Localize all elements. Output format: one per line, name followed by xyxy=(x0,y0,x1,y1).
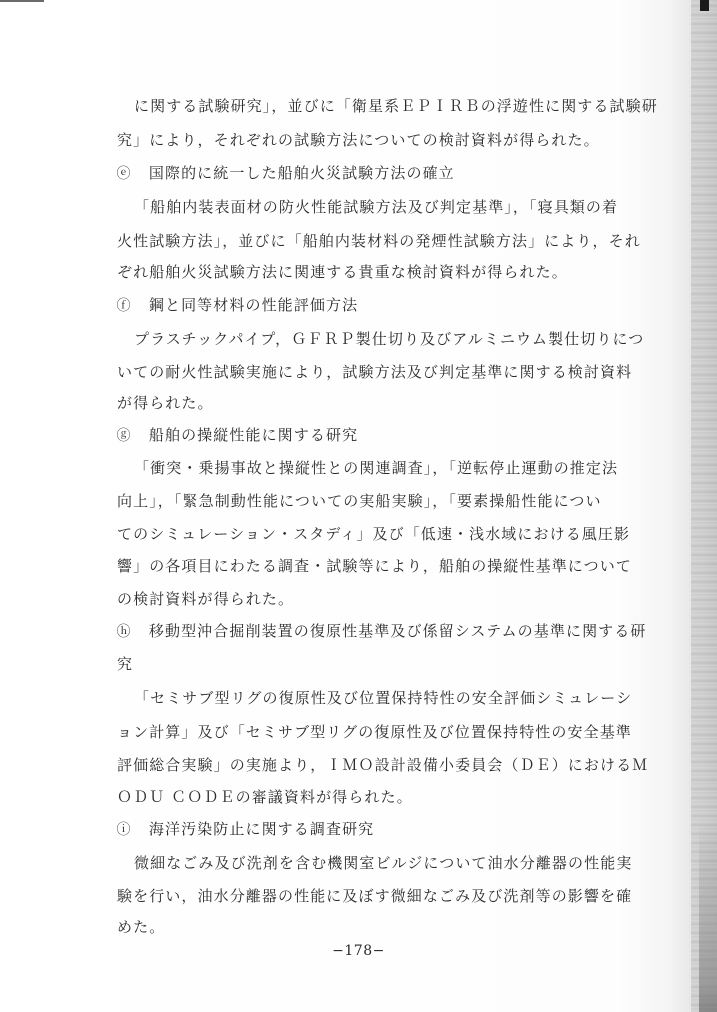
section-heading-text: 国際的に統一した船舶火災試験方法の確立 xyxy=(148,164,455,182)
section-heading-text: 移動型沖合掘削装置の復原性基準及び係留システムの基準に関する研 xyxy=(148,622,647,640)
body-line: めた。 xyxy=(117,918,166,936)
section-heading-i xyxy=(115,820,374,839)
section-heading-text: 船舶の操縦性能に関する研究 xyxy=(148,426,359,444)
body-line: 究」により，それぞれの試験方法についての検討資料が得られた。 xyxy=(117,131,600,149)
body-line: 火性試験方法」，並びに「船舶内装材料の発煙性試験方法」により，それ xyxy=(117,232,641,250)
section-heading-text: 海洋汚染防止に関する調査研究 xyxy=(148,820,375,838)
body-line: ぞれ船舶火災試験方法に関連する貴重な検討資料が得られた。 xyxy=(117,263,568,281)
body-line: いての耐火性試験実施により，試験方法及び判定基準に関する検討資料 xyxy=(117,363,633,381)
body-line: 微細なごみ及び洗剤を含む機関室ビルジについて油水分離器の性能実 xyxy=(134,854,633,872)
section-heading-text: 鋼と同等材料の性能評価方法 xyxy=(148,296,359,314)
body-line: 験を行い，油水分離器の性能に及ぼす微細なごみ及び洗剤等の影響を確 xyxy=(117,887,633,905)
body-line: 向上」，「緊急制動性能についての実船実験」，「要素操船性能につい xyxy=(117,492,602,510)
circled-letter-i: ⓘ xyxy=(116,822,132,838)
body-line: てのシミュレーション・スタディ」及び「低速・浅水域における風圧影 xyxy=(117,525,631,543)
section-heading-g xyxy=(115,426,358,445)
body-line: ＯＤＵ ＣＯＤＥの審議資料が得られた。 xyxy=(117,788,413,806)
circled-letter-e: ⓔ xyxy=(116,166,132,182)
body-line: に関する試験研究」，並びに「衛星系ＥＰＩＲＢの浮遊性に関する試験研 xyxy=(134,97,658,115)
corner-mark xyxy=(700,0,709,11)
binding-shadow-dark xyxy=(699,820,717,1012)
circled-letter-g: ⓖ xyxy=(116,428,132,444)
section-heading-e xyxy=(115,164,455,183)
body-line: の検討資料が得られた。 xyxy=(117,590,295,608)
top-left-rule xyxy=(0,0,44,2)
body-line: 響」の各項目にわたる調査・試験等により，船舶の操縦性基準について xyxy=(117,557,632,575)
section-heading-f xyxy=(115,296,358,315)
body-line: 究 xyxy=(117,655,134,673)
body-line: 「衝突・乗揚事故と操縦性との関連調査」，「逆転停止運動の推定法 xyxy=(134,459,619,477)
circled-letter-f: ⓕ xyxy=(116,298,132,314)
section-heading-h xyxy=(115,622,646,641)
body-line: 「船舶内装表面材の防火性能試験方法及び判定基準」，「寝具類の着 xyxy=(134,198,619,216)
body-line: が得られた。 xyxy=(117,394,214,412)
body-line: プラスチックパイプ，ＧＦＲＰ製仕切り及びアルミニウム製仕切りにつ xyxy=(134,330,645,348)
body-line: 「セミサブ型リグの復原性及び位置保持特性の安全評価シミュレーシ xyxy=(134,689,633,707)
page-number: −178− xyxy=(332,943,385,959)
body-line: 評価総合実験」の実施より，ＩＭＯ設計設備小委員会（ＤＥ）におけるＭ xyxy=(117,756,649,774)
body-line: ョン計算」及び「セミサブ型リグの復原性及び位置保持特性の安全基準 xyxy=(117,723,632,741)
circled-letter-h: ⓗ xyxy=(116,624,132,640)
